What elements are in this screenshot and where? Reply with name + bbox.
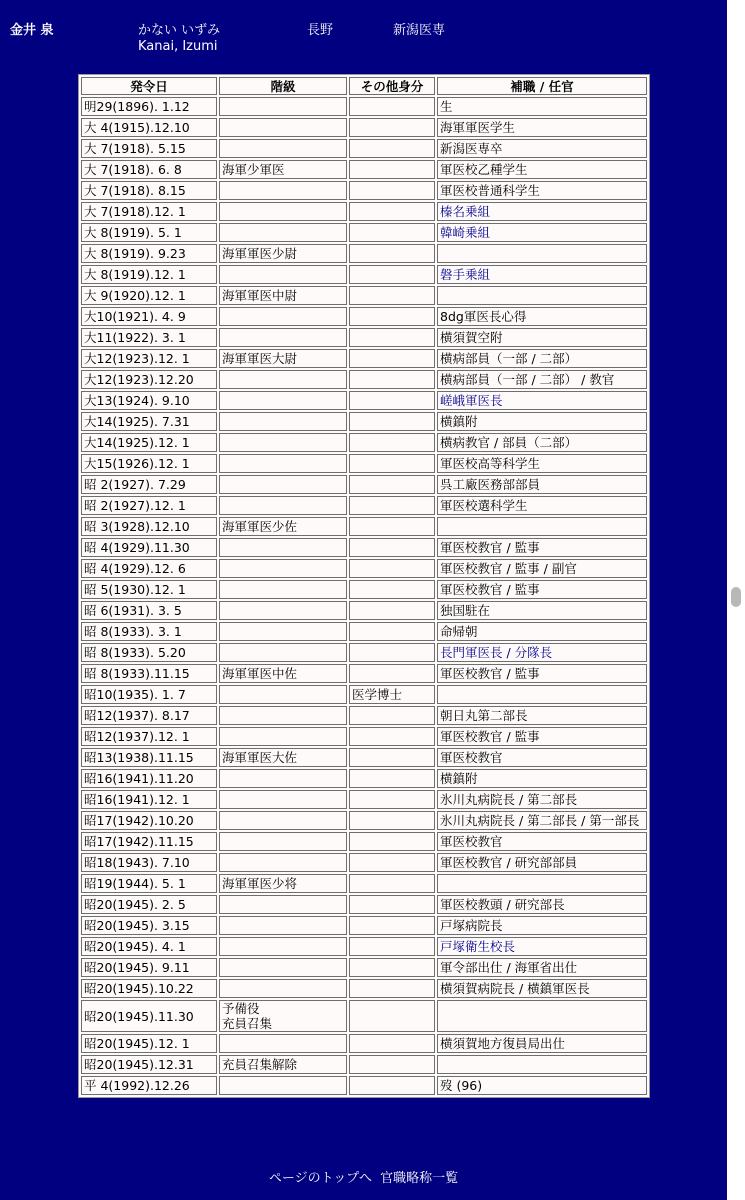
cell-rank: [219, 790, 347, 809]
cell-other-status: [349, 916, 435, 935]
cell-date: 昭16(1941).11.20: [81, 769, 217, 788]
header-date: 発令日: [81, 77, 217, 95]
cell-date: 昭20(1945). 3.15: [81, 916, 217, 935]
cell-other-status: [349, 559, 435, 578]
cell-post[interactable]: 韓崎乗組: [437, 223, 647, 242]
cell-post: 軍医校教官 / 監事: [437, 664, 647, 683]
cell-post: 戸塚病院長: [437, 916, 647, 935]
cell-other-status: [349, 307, 435, 326]
cell-rank: [219, 601, 347, 620]
cell-rank: 海軍軍医少将: [219, 874, 347, 893]
cell-other-status: [349, 160, 435, 179]
cell-date: 大14(1925).12. 1: [81, 433, 217, 452]
cell-other-status: [349, 181, 435, 200]
cell-date: 大 7(1918).12. 1: [81, 202, 217, 221]
cell-post: 横須賀地方復員局出仕: [437, 1034, 647, 1053]
cell-other-status: [349, 517, 435, 536]
cell-other-status: [349, 370, 435, 389]
cell-date: 大11(1922). 3. 1: [81, 328, 217, 347]
cell-rank: [219, 979, 347, 998]
cell-post: [437, 685, 647, 704]
cell-date: 昭10(1935). 1. 7: [81, 685, 217, 704]
table-row: [81, 937, 647, 956]
cell-date: 昭 2(1927).12. 1: [81, 496, 217, 515]
cell-other-status: [349, 328, 435, 347]
cell-date: 昭20(1945).12. 1: [81, 1034, 217, 1053]
header-rank: 階級: [219, 77, 347, 95]
table-row: [81, 97, 647, 116]
cell-rank: [219, 916, 347, 935]
scrollbar-thumb[interactable]: [731, 587, 741, 607]
cell-date: 大15(1926).12. 1: [81, 454, 217, 473]
table-header-row: [81, 77, 647, 95]
cell-date: 大 8(1919). 9.23: [81, 244, 217, 263]
table-row: [81, 286, 647, 305]
cell-date: 昭 4(1929).12. 6: [81, 559, 217, 578]
table-row: [81, 433, 647, 452]
cell-date: 昭 5(1930).12. 1: [81, 580, 217, 599]
cell-post: 呉工廠医務部部員: [437, 475, 647, 494]
cell-post: 独国駐在: [437, 601, 647, 620]
cell-rank: [219, 202, 347, 221]
cell-other-status: [349, 727, 435, 746]
table-row: [81, 139, 647, 158]
table-row: [81, 538, 647, 557]
table-row: [81, 895, 647, 914]
cell-other-status: [349, 454, 435, 473]
cell-other-status: [349, 769, 435, 788]
cell-rank: [219, 328, 347, 347]
cell-post: 軍医校教頭 / 研究部長: [437, 895, 647, 914]
cell-other-status: [349, 790, 435, 809]
cell-rank: [219, 706, 347, 725]
cell-other-status: [349, 496, 435, 515]
table-row: [81, 244, 647, 263]
cell-post: 軍医校教官: [437, 832, 647, 851]
cell-rank: [219, 727, 347, 746]
cell-other-status: [349, 349, 435, 368]
cell-date: 昭13(1938).11.15: [81, 748, 217, 767]
table-row: [81, 391, 647, 410]
cell-rank: [219, 538, 347, 557]
cell-other-status: [349, 1055, 435, 1074]
cell-rank: [219, 580, 347, 599]
cell-other-status: [349, 1000, 435, 1032]
cell-rank: 海軍軍医大佐: [219, 748, 347, 767]
cell-other-status: [349, 1076, 435, 1095]
cell-post: 軍医校選科学生: [437, 496, 647, 515]
cell-post: 軍医校教官 / 監事: [437, 580, 647, 599]
cell-other-status: [349, 97, 435, 116]
table-row: [81, 832, 647, 851]
table-row: [81, 1000, 647, 1032]
cell-date: 昭 6(1931). 3. 5: [81, 601, 217, 620]
table-row: [81, 202, 647, 221]
cell-post[interactable]: 榛名乗組: [437, 202, 647, 221]
cell-rank: [219, 433, 347, 452]
cell-other-status: [349, 706, 435, 725]
cell-date: 平 4(1992).12.26: [81, 1076, 217, 1095]
cell-other-status: [349, 202, 435, 221]
cell-date: 昭12(1937).12. 1: [81, 727, 217, 746]
cell-other-status: [349, 622, 435, 641]
cell-date: 大 8(1919).12. 1: [81, 265, 217, 284]
cell-rank: [219, 307, 347, 326]
table-row: [81, 580, 647, 599]
cell-date: 昭 8(1933). 3. 1: [81, 622, 217, 641]
cell-post: 横須賀病院長 / 横鎮軍医長: [437, 979, 647, 998]
cell-post: 朝日丸第二部長: [437, 706, 647, 725]
cell-rank: [219, 391, 347, 410]
table-row: [81, 790, 647, 809]
table-row: [81, 559, 647, 578]
cell-date: 昭18(1943). 7.10: [81, 853, 217, 872]
cell-other-status: [349, 580, 435, 599]
cell-other-status: [349, 412, 435, 431]
cell-date: 昭 2(1927). 7.29: [81, 475, 217, 494]
table-row: [81, 412, 647, 431]
cell-post: [437, 244, 647, 263]
table-row: [81, 874, 647, 893]
cell-date: 昭20(1945). 9.11: [81, 958, 217, 977]
cell-post: 軍医校乙種学生: [437, 160, 647, 179]
cell-other-status: [349, 895, 435, 914]
cell-post[interactable]: 戸塚衛生校長: [437, 937, 647, 956]
table-row: [81, 475, 647, 494]
cell-post: 軍医校教官: [437, 748, 647, 767]
cell-rank: [219, 370, 347, 389]
cell-rank: 海軍軍医少尉: [219, 244, 347, 263]
table-row: [81, 853, 647, 872]
table-row: [81, 748, 647, 767]
table-row: [81, 349, 647, 368]
cell-post: 横病部員（一部 / 二部） / 教官: [437, 370, 647, 389]
cell-post: 軍医校教官 / 監事 / 副官: [437, 559, 647, 578]
cell-other-status: [349, 538, 435, 557]
cell-rank: [219, 895, 347, 914]
table-row: [81, 1055, 647, 1074]
table-row: [81, 769, 647, 788]
table-row: [81, 181, 647, 200]
cell-date: 昭 4(1929).11.30: [81, 538, 217, 557]
table-row: [81, 979, 647, 998]
table-row: [81, 706, 647, 725]
cell-rank: [219, 622, 347, 641]
table-row: [81, 370, 647, 389]
cell-post: [437, 1055, 647, 1074]
cell-rank: [219, 118, 347, 137]
person-kana: かない いずみ: [138, 23, 221, 38]
cell-date: 明29(1896). 1.12: [81, 97, 217, 116]
table-row: [81, 1076, 647, 1095]
cell-date: 大10(1921). 4. 9: [81, 307, 217, 326]
cell-post: [437, 874, 647, 893]
cell-rank: [219, 937, 347, 956]
table-row: [81, 811, 647, 830]
table-row: [81, 328, 647, 347]
cell-post: 海軍軍医学生: [437, 118, 647, 137]
table-row: [81, 118, 647, 137]
cell-post: 軍医校教官 / 監事: [437, 727, 647, 746]
table-row: [81, 454, 647, 473]
person-school: 新潟医専: [393, 23, 446, 38]
cell-rank: [219, 223, 347, 242]
person-romaji: Kanai, Izumi: [138, 39, 218, 54]
cell-date: 昭16(1941).12. 1: [81, 790, 217, 809]
career-table-body: [81, 97, 647, 1095]
table-row: [81, 685, 647, 704]
cell-date: 大 4(1915).12.10: [81, 118, 217, 137]
table-row: [81, 1034, 647, 1053]
cell-post[interactable]: 長門軍医長 / 分隊長: [437, 643, 647, 662]
cell-post: 横鎮附: [437, 412, 647, 431]
header-post: 補職 / 任官: [437, 77, 647, 95]
cell-other-status: [349, 223, 435, 242]
cell-post: 横鎮附: [437, 769, 647, 788]
cell-rank: 海軍軍医中佐: [219, 664, 347, 683]
cell-rank: [219, 265, 347, 284]
cell-date: 大12(1923).12.20: [81, 370, 217, 389]
cell-date: 昭12(1937). 8.17: [81, 706, 217, 725]
table-row: [81, 160, 647, 179]
table-row: [81, 223, 647, 242]
cell-date: 昭20(1945).12.31: [81, 1055, 217, 1074]
cell-date: 大 8(1919). 5. 1: [81, 223, 217, 242]
cell-other-status: [349, 643, 435, 662]
cell-other-status: [349, 265, 435, 284]
cell-other-status: [349, 433, 435, 452]
cell-rank: 充員召集解除: [219, 1055, 347, 1074]
cell-post: [437, 1000, 647, 1032]
cell-rank: [219, 496, 347, 515]
cell-rank: [219, 181, 347, 200]
cell-other-status: [349, 1034, 435, 1053]
footer-nav: [0, 1167, 727, 1186]
cell-date: 昭20(1945). 4. 1: [81, 937, 217, 956]
cell-rank: [219, 412, 347, 431]
cell-post[interactable]: 磐手乗組: [437, 265, 647, 284]
cell-date: 昭17(1942).11.15: [81, 832, 217, 851]
cell-rank: [219, 1034, 347, 1053]
cell-post: [437, 517, 647, 536]
table-row: [81, 307, 647, 326]
cell-rank: [219, 139, 347, 158]
cell-rank: [219, 685, 347, 704]
cell-post: [437, 286, 647, 305]
table-row: [81, 958, 647, 977]
cell-date: 昭20(1945).11.30: [81, 1000, 217, 1032]
cell-date: 大 7(1918). 8.15: [81, 181, 217, 200]
cell-date: 大 7(1918). 6. 8: [81, 160, 217, 179]
table-row: [81, 727, 647, 746]
cell-post: 軍医校教官 / 研究部部員: [437, 853, 647, 872]
cell-other-status: 医学博士: [349, 685, 435, 704]
cell-date: 大14(1925). 7.31: [81, 412, 217, 431]
person-origin: 長野: [307, 23, 334, 38]
table-row: [81, 622, 647, 641]
cell-other-status: [349, 118, 435, 137]
cell-rank: [219, 454, 347, 473]
cell-post: 軍令部出仕 / 海軍省出仕: [437, 958, 647, 977]
cell-other-status: [349, 811, 435, 830]
cell-post: 歿 (96): [437, 1076, 647, 1095]
cell-rank: 海軍軍医中尉: [219, 286, 347, 305]
cell-rank: 海軍軍医大尉: [219, 349, 347, 368]
cell-rank: [219, 769, 347, 788]
cell-other-status: [349, 979, 435, 998]
person-name: 金井 泉: [10, 23, 54, 38]
table-row: [81, 265, 647, 284]
table-row: [81, 517, 647, 536]
cell-other-status: [349, 139, 435, 158]
table-row: [81, 664, 647, 683]
cell-post: 生: [437, 97, 647, 116]
cell-date: 昭17(1942).10.20: [81, 811, 217, 830]
cell-rank: [219, 643, 347, 662]
page-top-link[interactable]: ページのトップへ: [268, 1171, 372, 1186]
cell-date: 昭 8(1933). 5.20: [81, 643, 217, 662]
cell-post: 氷川丸病院長 / 第二部長 / 第一部長: [437, 811, 647, 830]
table-row: [81, 496, 647, 515]
cell-date: 大 9(1920).12. 1: [81, 286, 217, 305]
cell-post: 横病教官 / 部員（二部）: [437, 433, 647, 452]
cell-rank: [219, 832, 347, 851]
cell-other-status: [349, 286, 435, 305]
cell-other-status: [349, 832, 435, 851]
cell-date: 大12(1923).12. 1: [81, 349, 217, 368]
cell-rank: [219, 853, 347, 872]
cell-other-status: [349, 391, 435, 410]
cell-post: 命帰朝: [437, 622, 647, 641]
cell-rank: 海軍少軍医: [219, 160, 347, 179]
cell-other-status: [349, 958, 435, 977]
cell-date: 昭 3(1928).12.10: [81, 517, 217, 536]
cell-post: 横須賀空附: [437, 328, 647, 347]
cell-other-status: [349, 874, 435, 893]
cell-other-status: [349, 244, 435, 263]
cell-other-status: [349, 853, 435, 872]
cell-post: 8dg軍医長心得: [437, 307, 647, 326]
header-other-status: その他身分: [349, 77, 435, 95]
cell-rank: 海軍軍医少佐: [219, 517, 347, 536]
cell-post: 軍医校普通科学生: [437, 181, 647, 200]
cell-date: 昭20(1945).10.22: [81, 979, 217, 998]
cell-post[interactable]: 嵯峨軍医長: [437, 391, 647, 410]
cell-date: 大13(1924). 9.10: [81, 391, 217, 410]
cell-rank: 予備役 充員召集: [219, 1000, 347, 1032]
table-row: [81, 916, 647, 935]
cell-other-status: [349, 601, 435, 620]
cell-date: 昭20(1945). 2. 5: [81, 895, 217, 914]
cell-other-status: [349, 748, 435, 767]
cell-rank: [219, 559, 347, 578]
cell-date: 大 7(1918). 5.15: [81, 139, 217, 158]
career-table: [78, 74, 650, 1098]
cell-rank: [219, 958, 347, 977]
cell-date: 昭 8(1933).11.15: [81, 664, 217, 683]
abbreviation-list-link[interactable]: 官職略称一覧: [380, 1171, 459, 1186]
cell-post: 横病部員（一部 / 二部）: [437, 349, 647, 368]
cell-other-status: [349, 937, 435, 956]
cell-rank: [219, 475, 347, 494]
cell-post: 氷川丸病院長 / 第二部長: [437, 790, 647, 809]
cell-rank: [219, 1076, 347, 1095]
cell-post: 軍医校高等科学生: [437, 454, 647, 473]
cell-rank: [219, 811, 347, 830]
cell-other-status: [349, 664, 435, 683]
table-row: [81, 601, 647, 620]
cell-date: 昭19(1944). 5. 1: [81, 874, 217, 893]
cell-post: 軍医校教官 / 監事: [437, 538, 647, 557]
cell-rank: [219, 97, 347, 116]
cell-post: 新潟医専卒: [437, 139, 647, 158]
cell-other-status: [349, 475, 435, 494]
table-row: [81, 643, 647, 662]
